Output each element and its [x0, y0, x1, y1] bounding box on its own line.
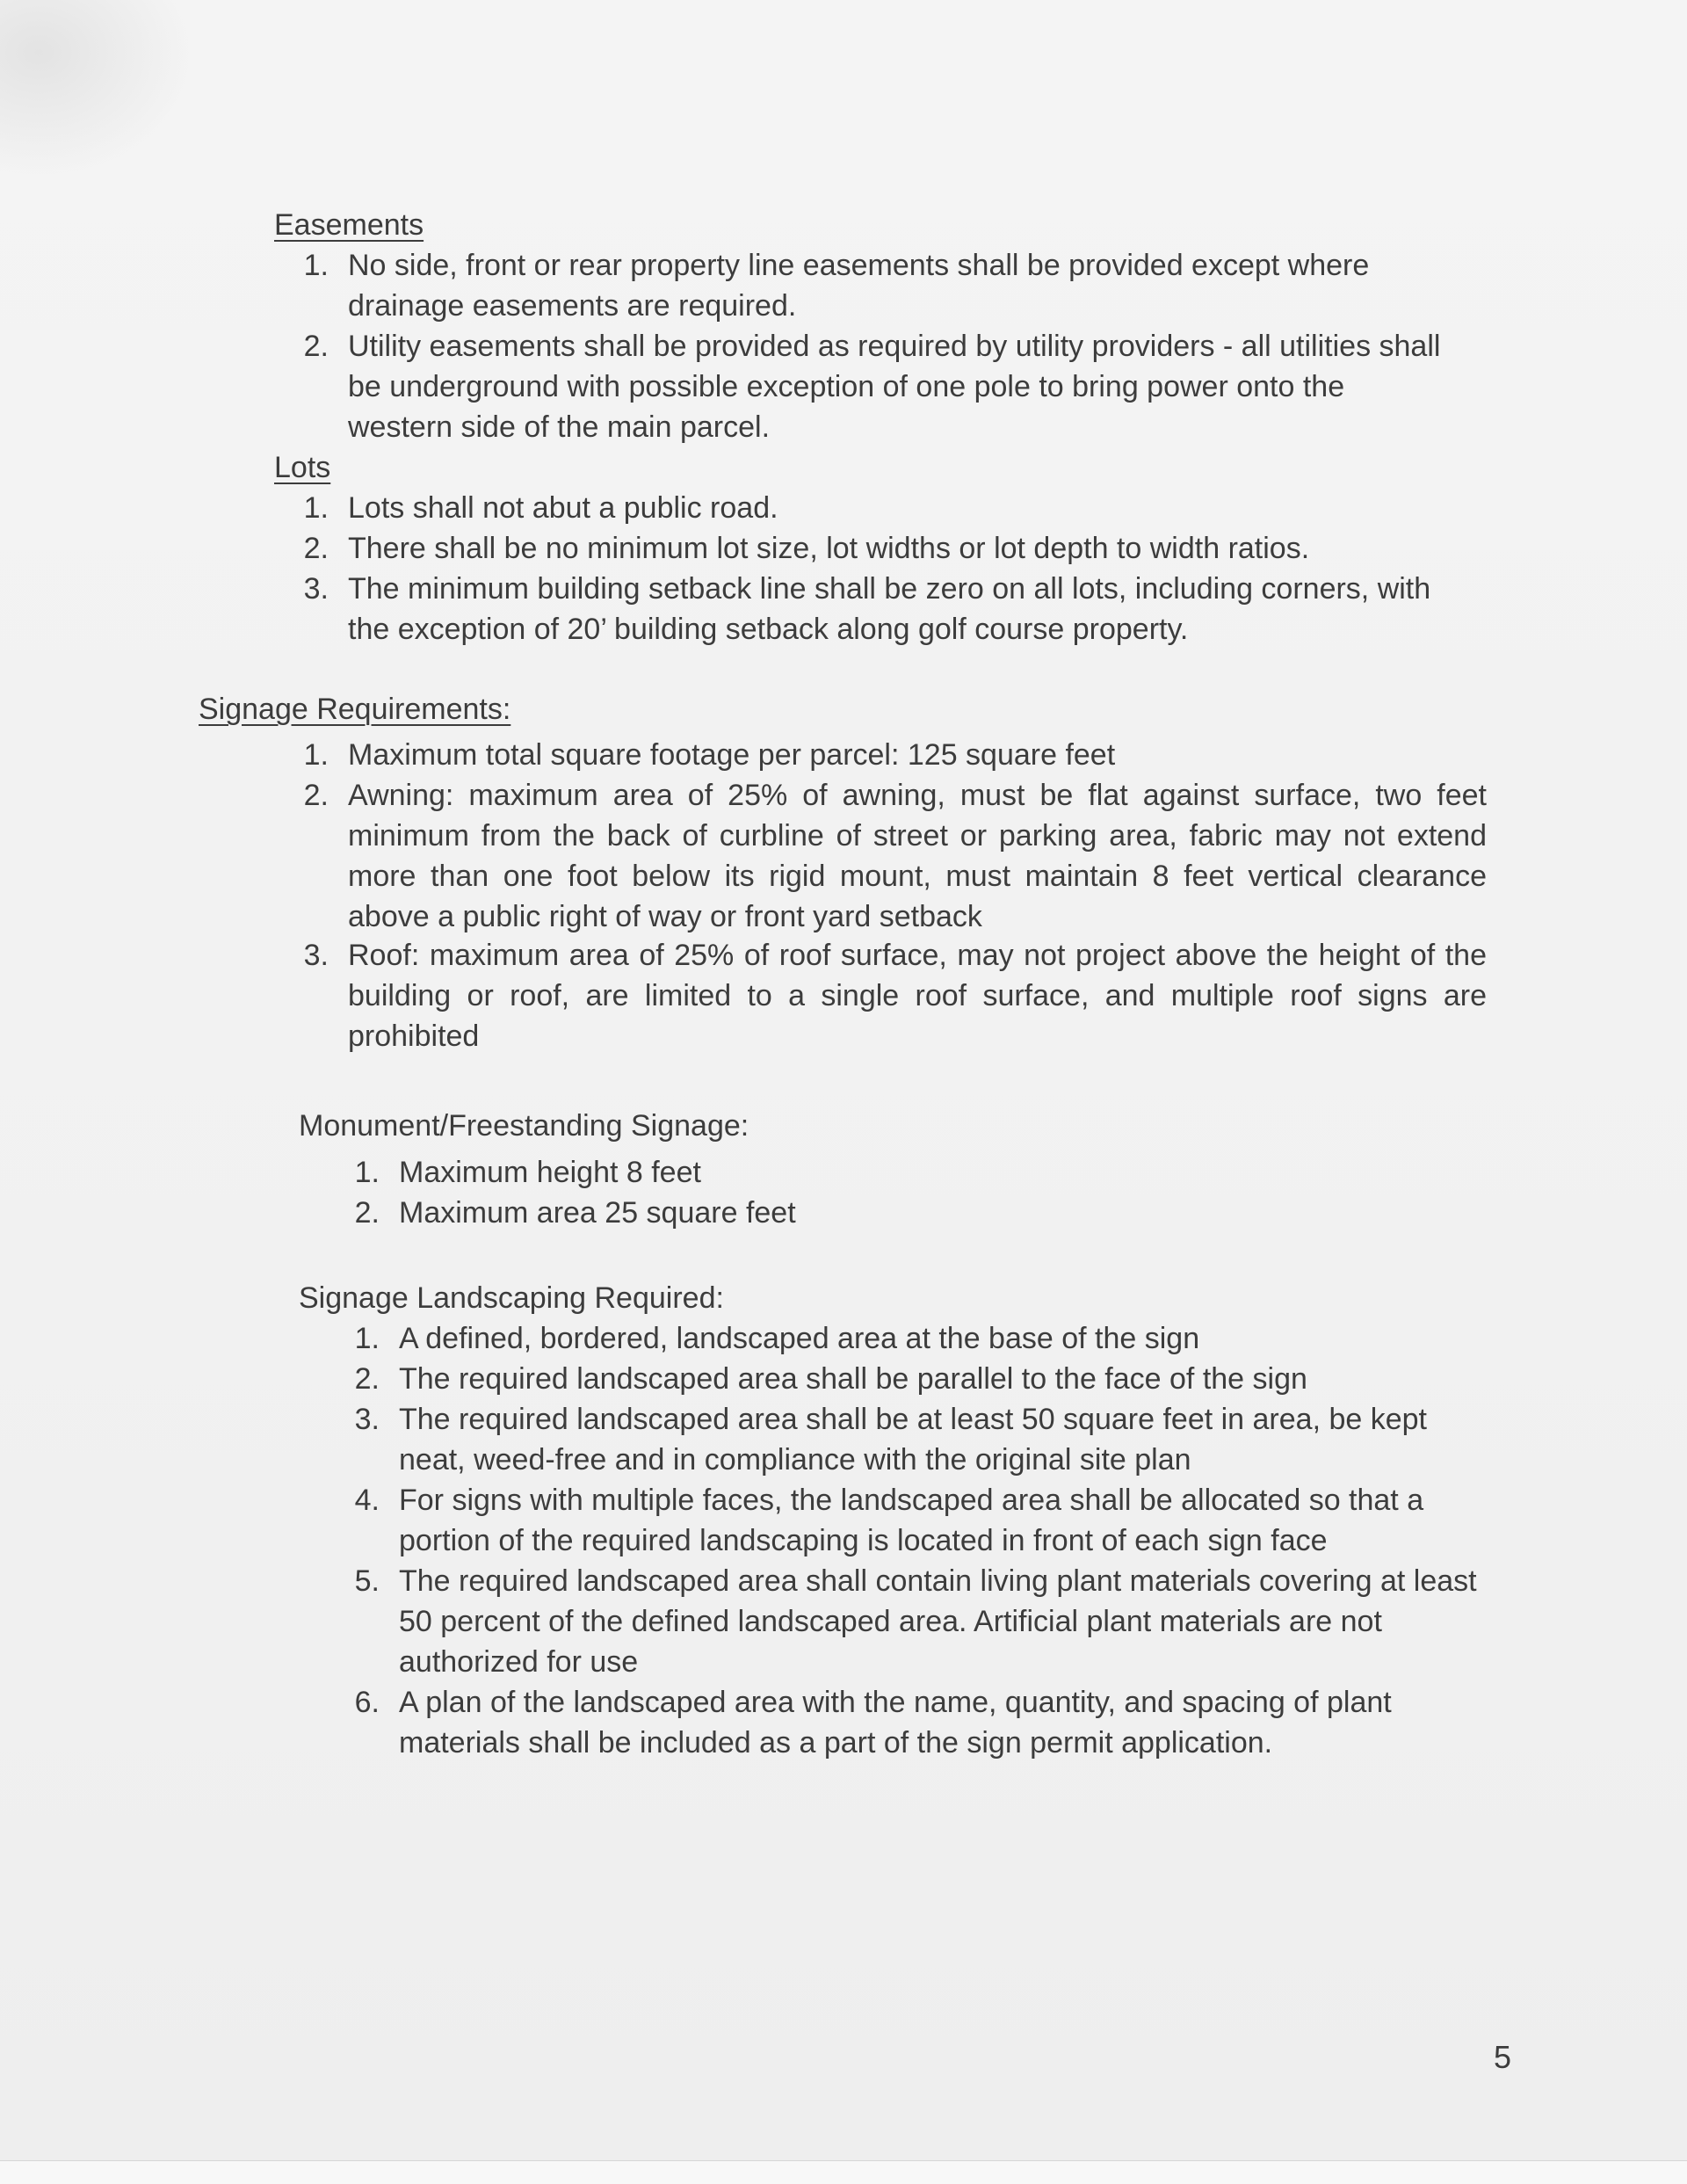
landscaping-item-1	[325, 1318, 1485, 1359]
list-number: 4.	[354, 1484, 380, 1517]
list-text: A plan of the landscaped area with the name, quantity, and spacing of plant materials shall be included as a part of the sign permit application.	[399, 1686, 1392, 1760]
list-text: There shall be no minimum lot size, lot widths or lot depth to width ratios.	[348, 532, 1310, 565]
list-number: 6.	[354, 1686, 380, 1719]
list-text: Roof: maximum area of 25% of roof surface, may not project above the height of the building or roof, are limited to a single roof surface, and multiple roof signs are prohibited	[348, 939, 1487, 1053]
list-number: 2.	[303, 779, 329, 812]
list-number: 1.	[354, 1322, 380, 1355]
list-number: 5.	[354, 1564, 380, 1598]
list-number: 1.	[303, 738, 329, 772]
landscaping-item-4	[325, 1480, 1485, 1561]
list-number: 1.	[303, 249, 329, 282]
monument-signage-heading: Monument/Freestanding Signage:	[299, 1109, 749, 1143]
page-bottom-edge	[0, 2160, 1687, 2184]
list-text: No side, front or rear property line easements shall be provided except where drainage easements are required.	[348, 249, 1370, 323]
list-text: The required landscaped area shall be at least 50 square feet in area, be kept neat, weed-free and in compliance with the original site plan	[399, 1403, 1427, 1477]
list-text: Awning: maximum area of 25% of awning, must be flat against surface, two feet minimum from the back of curbline of street or parking area, fabric may not extend more than one foot below its rigid mount, must maintain 8 feet vertical clearance above a public right of way or front yard setback	[348, 779, 1487, 933]
signage-item-2	[274, 775, 1487, 937]
list-text: Maximum total square footage per parcel: 125 square feet	[348, 738, 1116, 772]
signage-requirements-heading: Signage Requirements:	[199, 693, 511, 726]
landscaping-item-2	[325, 1359, 1485, 1399]
landscaping-item-5	[325, 1561, 1485, 1682]
page-number: 5	[1493, 2039, 1511, 2075]
list-number: 1.	[354, 1156, 380, 1189]
list-number: 2.	[303, 330, 329, 363]
list-text: Maximum height 8 feet	[399, 1156, 701, 1189]
list-number: 1.	[303, 491, 329, 525]
landscaping-heading: Signage Landscaping Required:	[299, 1281, 724, 1315]
signage-item-1	[274, 735, 1487, 775]
lots-item-2	[274, 528, 1452, 569]
list-number: 2.	[354, 1196, 380, 1230]
list-text: Utility easements shall be provided as required by utility providers - all utilities shall be underground with possible exception of one pole to bring power onto the western side of the main parcel.	[348, 330, 1441, 444]
lots-heading: Lots	[274, 451, 331, 484]
list-text: A defined, bordered, landscaped area at the base of the sign	[399, 1322, 1200, 1355]
list-text: The required landscaped area shall contain living plant materials covering at least 50 percent of the defined landscaped area. Artificial plant materials are not authorized for use	[399, 1564, 1477, 1679]
lots-item-3	[274, 569, 1452, 649]
list-number: 3.	[303, 939, 329, 972]
lots-item-1	[274, 488, 1452, 528]
easements-heading: Easements	[274, 208, 424, 242]
list-text: Maximum area 25 square feet	[399, 1196, 796, 1230]
monument-item-1	[325, 1152, 1485, 1193]
list-text: The required landscaped area shall be parallel to the face of the sign	[399, 1362, 1307, 1396]
list-text: For signs with multiple faces, the landscaped area shall be allocated so that a portion of the required landscaping is located in front of each sign face	[399, 1484, 1424, 1557]
list-number: 3.	[303, 572, 329, 606]
monument-item-2	[325, 1193, 1485, 1233]
easements-item-1	[274, 245, 1452, 326]
list-number: 2.	[354, 1362, 380, 1396]
landscaping-item-6	[325, 1682, 1485, 1763]
list-text: The minimum building setback line shall be zero on all lots, including corners, with the exception of 20’ building setback along golf course property.	[348, 572, 1431, 646]
landscaping-item-3	[325, 1399, 1485, 1480]
scan-shadow	[0, 0, 193, 176]
list-text: Lots shall not abut a public road.	[348, 491, 778, 525]
list-number: 3.	[354, 1403, 380, 1436]
easements-item-2	[274, 326, 1452, 447]
signage-item-3	[274, 935, 1487, 1056]
list-number: 2.	[303, 532, 329, 565]
